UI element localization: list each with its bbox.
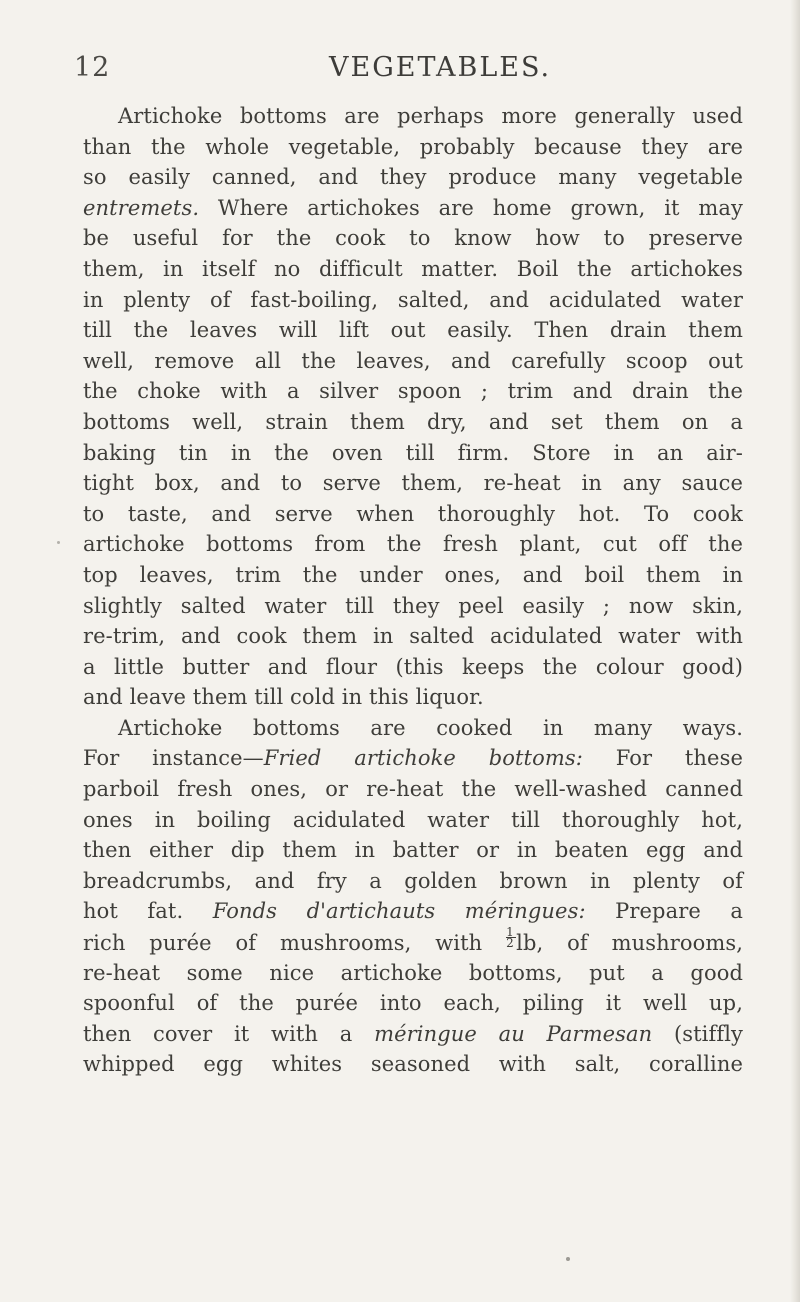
text-run: a little butter and flour (this keeps the colour good): [83, 654, 743, 679]
text-run: then cover it with a: [83, 1021, 375, 1046]
italic-text: Fonds d'artichauts méringues:: [212, 899, 586, 924]
text-line: [83, 1019, 743, 1050]
text-line: [83, 713, 743, 744]
text-line: [83, 988, 743, 1019]
fraction-denominator: 2: [506, 936, 514, 951]
text-line: [83, 621, 743, 652]
text-line: [83, 805, 743, 836]
text-run: Where artichokes are home grown, it may: [199, 195, 743, 220]
text-run: lb, of mushrooms,: [516, 931, 744, 956]
text-run: to taste, and serve when thoroughly hot. To cook: [83, 501, 743, 526]
italic-text: entremets.: [83, 195, 200, 220]
text-line: [83, 652, 743, 683]
text-run: re-trim, and cook them in salted acidulated water with: [83, 624, 743, 649]
text-line: [83, 407, 743, 438]
text-line: [83, 346, 743, 377]
page-number: 12: [74, 52, 111, 83]
fraction: [506, 925, 516, 951]
text-run: Artichoke bottoms are cooked in many ways.: [118, 715, 743, 740]
text-run: (stiffly: [652, 1021, 743, 1046]
paper-speck: [566, 1257, 570, 1261]
text-line: [83, 927, 743, 958]
text-line: [83, 529, 743, 560]
text-line: [83, 162, 743, 193]
body-text: [83, 101, 743, 1080]
text-line: [83, 254, 743, 285]
text-run: so easily canned, and they produce many vegetable: [83, 165, 743, 190]
text-run: the choke with a silver spoon ; trim and drain the: [83, 379, 743, 404]
text-line: [83, 560, 743, 591]
text-run: bottoms well, strain them dry, and set them on a: [83, 409, 743, 434]
page-edge-shadow: [790, 0, 800, 1302]
text-run: top leaves, trim the under ones, and boil them in: [83, 562, 743, 587]
italic-text: Fried artichoke bottoms:: [263, 746, 583, 771]
text-run: hot fat.: [83, 899, 213, 924]
text-run: Prepare a: [585, 899, 744, 924]
text-run: ones in boiling acidulated water till thoroughly hot,: [83, 807, 743, 832]
text-line: [83, 774, 743, 805]
text-run: tight box, and to serve them, re-heat in any sauce: [83, 471, 743, 496]
text-line: [83, 315, 743, 346]
text-line: [83, 1049, 743, 1080]
paper-speck: [57, 541, 60, 544]
text-line: [83, 223, 743, 254]
text-run: then either dip them in batter or in beaten egg and: [83, 838, 743, 863]
text-run: artichoke bottoms from the fresh plant, cut off the: [83, 532, 743, 557]
text-run: and leave them till cold in this liquor.: [83, 685, 484, 710]
text-line: [83, 376, 743, 407]
text-line: [83, 132, 743, 163]
text-run: spoonful of the purée into each, piling it well up,: [83, 991, 743, 1016]
text-line: [83, 743, 743, 774]
text-line: [83, 896, 743, 927]
text-line: [83, 835, 743, 866]
text-run: parboil fresh ones, or re-heat the well-washed canned: [83, 777, 743, 802]
text-run: whipped egg whites seasoned with salt, coralline: [83, 1052, 743, 1077]
running-head: VEGETABLES.: [329, 52, 552, 83]
text-run: rich purée of mushrooms, with: [83, 931, 507, 956]
text-line: [83, 866, 743, 897]
fraction-numerator: 1: [506, 927, 516, 938]
text-line: [83, 499, 743, 530]
italic-text: méringue au Parmesan: [374, 1021, 653, 1046]
text-line: [83, 682, 743, 713]
text-run: till the leaves will lift out easily. Then drain them: [83, 318, 743, 343]
text-run: well, remove all the leaves, and carefully scoop out: [83, 348, 743, 373]
text-run: For instance—: [83, 746, 264, 771]
text-line: [83, 438, 743, 469]
text-run: Artichoke bottoms are perhaps more generally used: [118, 104, 743, 128]
text-run: For these: [582, 746, 743, 771]
page-header: [74, 52, 744, 92]
text-line: [83, 958, 743, 989]
text-run: them, in itself no difficult matter. Boil the artichokes: [83, 256, 743, 281]
text-line: [83, 193, 743, 224]
text-run: breadcrumbs, and fry a golden brown in plenty of: [83, 868, 743, 893]
text-run: re-heat some nice artichoke bottoms, put a good: [83, 960, 743, 985]
text-line: [83, 468, 743, 499]
text-run: in plenty of fast-boiling, salted, and acidulated water: [83, 287, 743, 312]
text-run: slightly salted water till they peel easily ; now skin,: [83, 593, 743, 618]
text-line: [83, 101, 743, 132]
text-line: [83, 591, 743, 622]
text-line: [83, 285, 743, 316]
text-run: be useful for the cook to know how to preserve: [83, 226, 743, 251]
text-run: than the whole vegetable, probably because they are: [83, 134, 743, 159]
text-run: baking tin in the oven till firm. Store in an air-: [83, 440, 743, 465]
